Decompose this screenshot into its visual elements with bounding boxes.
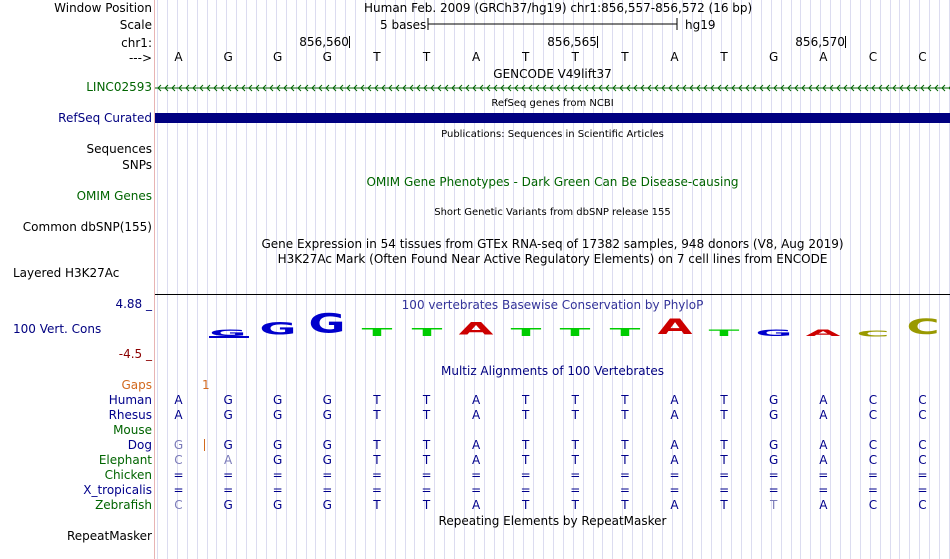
sequences-track-label[interactable]: Sequences <box>86 142 152 156</box>
reference-base: C <box>918 50 927 64</box>
position-tick-mark <box>597 36 598 48</box>
h3k27ac-track-label[interactable]: Layered H3K27Ac <box>13 266 120 280</box>
aligned-base: A <box>670 408 679 422</box>
aligned-base: = <box>322 468 333 482</box>
aligned-base: A <box>471 408 481 422</box>
aligned-base: C <box>868 393 878 407</box>
logo-letter: A <box>657 314 692 340</box>
aligned-base: = <box>818 483 829 497</box>
chrom-label: chr1: <box>121 36 152 50</box>
aligned-base: = <box>421 468 432 482</box>
multiz-track-title: Multiz Alignments of 100 Vertebrates <box>440 364 665 378</box>
aligned-base: A <box>819 408 828 422</box>
aligned-base: T <box>571 498 579 512</box>
window-position-label: Window Position <box>54 1 152 15</box>
scale-bar <box>427 16 679 32</box>
aligned-base: T <box>373 393 381 407</box>
logo-letter: G <box>755 328 793 339</box>
aligned-base: T <box>373 408 381 422</box>
aligned-base: T <box>522 453 530 467</box>
aligned-base: A <box>471 453 481 467</box>
aligned-base: A <box>670 393 679 407</box>
position-tick-label: 856,565 <box>547 35 597 49</box>
species-label[interactable]: Rhesus <box>108 408 152 422</box>
logo-letter: G <box>259 319 297 340</box>
assembly-label: hg19 <box>685 18 716 32</box>
gencode-gene-feature[interactable] <box>155 82 950 94</box>
aligned-base: G <box>273 408 283 422</box>
aligned-base: A <box>471 393 481 407</box>
species-label[interactable]: X_tropicalis <box>83 483 152 497</box>
aligned-base: A <box>670 498 679 512</box>
reference-base: T <box>373 50 381 64</box>
track-display-area[interactable] <box>155 0 950 559</box>
reference-base: A <box>670 50 679 64</box>
snps-track-label[interactable]: SNPs <box>122 158 152 172</box>
aligned-base: G <box>173 438 184 452</box>
aligned-base: A <box>471 438 481 452</box>
aligned-base: = <box>371 483 382 497</box>
reference-base: T <box>571 50 579 64</box>
species-label[interactable]: Mouse <box>113 423 152 437</box>
publications-track-title: Publications: Sequences in Scientific Articles <box>441 129 664 140</box>
aligned-base: = <box>371 468 382 482</box>
aligned-base: = <box>768 483 779 497</box>
position-tick-mark <box>349 36 350 48</box>
aligned-base: C <box>868 453 878 467</box>
aligned-base: G <box>322 438 332 452</box>
aligned-base: T <box>522 408 530 422</box>
aligned-base: A <box>223 453 233 467</box>
aligned-base: C <box>868 498 878 512</box>
strand-label: ---> <box>128 51 152 65</box>
logo-letter: G <box>308 308 346 340</box>
aligned-base: G <box>322 393 332 407</box>
aligned-base: = <box>719 483 730 497</box>
dbsnp-track-title: Short Genetic Variants from dbSNP release 155 <box>434 207 671 218</box>
aligned-base: T <box>571 393 579 407</box>
logo-letter: T <box>708 328 740 339</box>
reference-base: T <box>422 50 431 64</box>
aligned-base: = <box>173 468 184 482</box>
aligned-base: = <box>421 483 432 497</box>
reference-base: A <box>471 50 481 64</box>
logo-letter: C <box>905 314 940 340</box>
reference-base: C <box>868 50 878 64</box>
aligned-base: C <box>868 438 878 452</box>
gaps-label: Gaps <box>121 378 152 392</box>
aligned-base: T <box>373 498 381 512</box>
reference-base: A <box>819 50 828 64</box>
aligned-base: T <box>770 498 778 512</box>
aligned-base: A <box>819 438 828 452</box>
aligned-base: = <box>917 468 928 482</box>
aligned-base: T <box>422 393 431 407</box>
aligned-base: G <box>273 393 283 407</box>
refseq-track-label[interactable]: RefSeq Curated <box>58 111 152 125</box>
refseq-track-title: RefSeq genes from NCBI <box>491 98 614 109</box>
aligned-base: T <box>720 393 728 407</box>
aligned-base: G <box>273 438 283 452</box>
aligned-base: G <box>322 498 332 512</box>
aligned-base: T <box>373 453 381 467</box>
reference-base: T <box>621 50 629 64</box>
aligned-base: G <box>223 393 233 407</box>
aligned-base: T <box>621 453 629 467</box>
insertion-marker <box>204 439 205 451</box>
aligned-base: T <box>571 408 579 422</box>
aligned-base: C <box>918 453 927 467</box>
aligned-base: = <box>619 483 630 497</box>
aligned-base: T <box>422 453 431 467</box>
aligned-base: T <box>522 393 530 407</box>
logo-letter: T <box>510 326 542 339</box>
aligned-base: = <box>272 483 283 497</box>
aligned-base: = <box>619 468 630 482</box>
cons-min-label: -4.5 _ <box>118 347 152 361</box>
repeatmasker-track-label[interactable]: RepeatMasker <box>66 529 152 543</box>
omim-track-title: OMIM Gene Phenotypes - Dark Green Can Be Disease-causing <box>366 175 739 189</box>
logo-letter: A <box>458 319 494 340</box>
aligned-base: = <box>570 483 581 497</box>
aligned-base: = <box>570 468 581 482</box>
species-label[interactable]: Chicken <box>104 468 152 482</box>
aligned-base: T <box>621 393 629 407</box>
aligned-base: A <box>819 393 828 407</box>
aligned-base: T <box>720 453 728 467</box>
omim-track-label[interactable]: OMIM Genes <box>76 189 152 203</box>
aligned-base: T <box>571 438 579 452</box>
aligned-base: = <box>669 468 680 482</box>
aligned-base: T <box>522 498 530 512</box>
aligned-base: G <box>322 453 332 467</box>
aligned-base: A <box>471 498 481 512</box>
aligned-base: T <box>422 438 431 452</box>
cons-max-label: 4.88 _ <box>115 297 152 311</box>
aligned-base: T <box>571 453 579 467</box>
h3k27ac-track-title: H3K27Ac Mark (Often Found Near Active Regulatory Elements) on 7 cell lines from ENCODE <box>277 252 828 266</box>
gencode-track-title: GENCODE V49lift37 <box>493 67 612 81</box>
species-label[interactable]: Zebrafish <box>95 498 152 512</box>
aligned-base: C <box>918 408 927 422</box>
aligned-base: C <box>174 453 183 467</box>
species-label[interactable]: Dog <box>127 438 152 452</box>
logo-letter: G <box>209 328 247 339</box>
aligned-base: = <box>520 483 531 497</box>
aligned-base: G <box>769 453 779 467</box>
aligned-base: A <box>174 408 183 422</box>
aligned-base: = <box>471 468 482 482</box>
gtex-track-title: Gene Expression in 54 tissues from GTEx RNA-seq of 17382 samples, 948 donors (V8, Aug 2019) <box>261 237 844 251</box>
aligned-base: A <box>670 438 679 452</box>
species-label[interactable]: Elephant <box>98 453 152 467</box>
cons-track-label[interactable]: 100 Vert. Cons <box>13 322 102 336</box>
aligned-base: T <box>422 408 431 422</box>
aligned-base: = <box>173 483 184 497</box>
aligned-base: T <box>720 408 728 422</box>
aligned-base: = <box>223 468 234 482</box>
aligned-base: C <box>868 408 878 422</box>
logo-letter: T <box>361 326 393 339</box>
logo-letter: T <box>609 326 641 339</box>
aligned-base: G <box>223 498 233 512</box>
scale-text: 5 bases <box>380 18 427 32</box>
dbsnp-track-label[interactable]: Common dbSNP(155) <box>22 220 152 234</box>
aligned-base: T <box>720 498 728 512</box>
cons-separator <box>155 294 950 295</box>
reference-base: G <box>223 50 233 64</box>
aligned-base: = <box>719 468 730 482</box>
repeatmasker-track-title: Repeating Elements by RepeatMasker <box>438 514 667 528</box>
aligned-base: A <box>819 453 828 467</box>
aligned-base: = <box>223 483 234 497</box>
aligned-base: G <box>769 408 779 422</box>
aligned-base: = <box>867 468 878 482</box>
aligned-base: T <box>621 438 629 452</box>
aligned-base: = <box>520 468 531 482</box>
aligned-base: C <box>174 498 183 512</box>
window-position-text: Human Feb. 2009 (GRCh37/hg19) chr1:856,557-856,572 (16 bp) <box>364 1 753 15</box>
position-tick-label: 856,570 <box>795 35 845 49</box>
aligned-base: C <box>918 498 927 512</box>
aligned-base: G <box>223 408 233 422</box>
aligned-base: G <box>769 438 779 452</box>
aligned-base: A <box>174 393 183 407</box>
logo-letter: C <box>856 329 890 339</box>
aligned-base: T <box>720 438 728 452</box>
aligned-base: T <box>422 498 431 512</box>
aligned-base: C <box>918 438 927 452</box>
aligned-base: = <box>322 483 333 497</box>
aligned-base: T <box>621 498 629 512</box>
aligned-base: G <box>223 438 233 452</box>
species-label[interactable]: Human <box>108 393 152 407</box>
aligned-base: G <box>273 453 283 467</box>
reference-base: A <box>174 50 183 64</box>
aligned-base: = <box>917 483 928 497</box>
aligned-base: = <box>768 468 779 482</box>
logo-letter: A <box>805 328 841 339</box>
refseq-gene-bar[interactable] <box>155 113 950 123</box>
position-tick-label: 856,560 <box>299 35 349 49</box>
aligned-base: T <box>621 408 629 422</box>
aligned-base: G <box>322 408 332 422</box>
aligned-base: = <box>272 468 283 482</box>
reference-base: G <box>322 50 332 64</box>
aligned-base: A <box>819 498 828 512</box>
logo-letter: T <box>559 326 591 339</box>
logo-letter: T <box>411 326 442 339</box>
aligned-base: G <box>273 498 283 512</box>
scale-label: Scale <box>119 18 152 32</box>
aligned-base: = <box>818 468 829 482</box>
reference-base: T <box>720 50 728 64</box>
reference-base: T <box>522 50 530 64</box>
gaps-value: 1 <box>202 378 210 392</box>
reference-base: G <box>769 50 779 64</box>
aligned-base: A <box>670 453 679 467</box>
aligned-base: T <box>522 438 530 452</box>
gencode-gene-label[interactable]: LINC02593 <box>86 80 152 94</box>
aligned-base: = <box>669 483 680 497</box>
phylop-track-title: 100 vertebrates Basewise Conservation by PhyloP <box>401 298 704 312</box>
aligned-base: C <box>918 393 927 407</box>
reference-base: G <box>273 50 283 64</box>
aligned-base: = <box>471 483 482 497</box>
track-label-column <box>0 0 154 559</box>
position-tick-mark <box>845 36 846 48</box>
aligned-base: T <box>373 438 381 452</box>
aligned-base: = <box>867 483 878 497</box>
aligned-base: G <box>769 393 779 407</box>
